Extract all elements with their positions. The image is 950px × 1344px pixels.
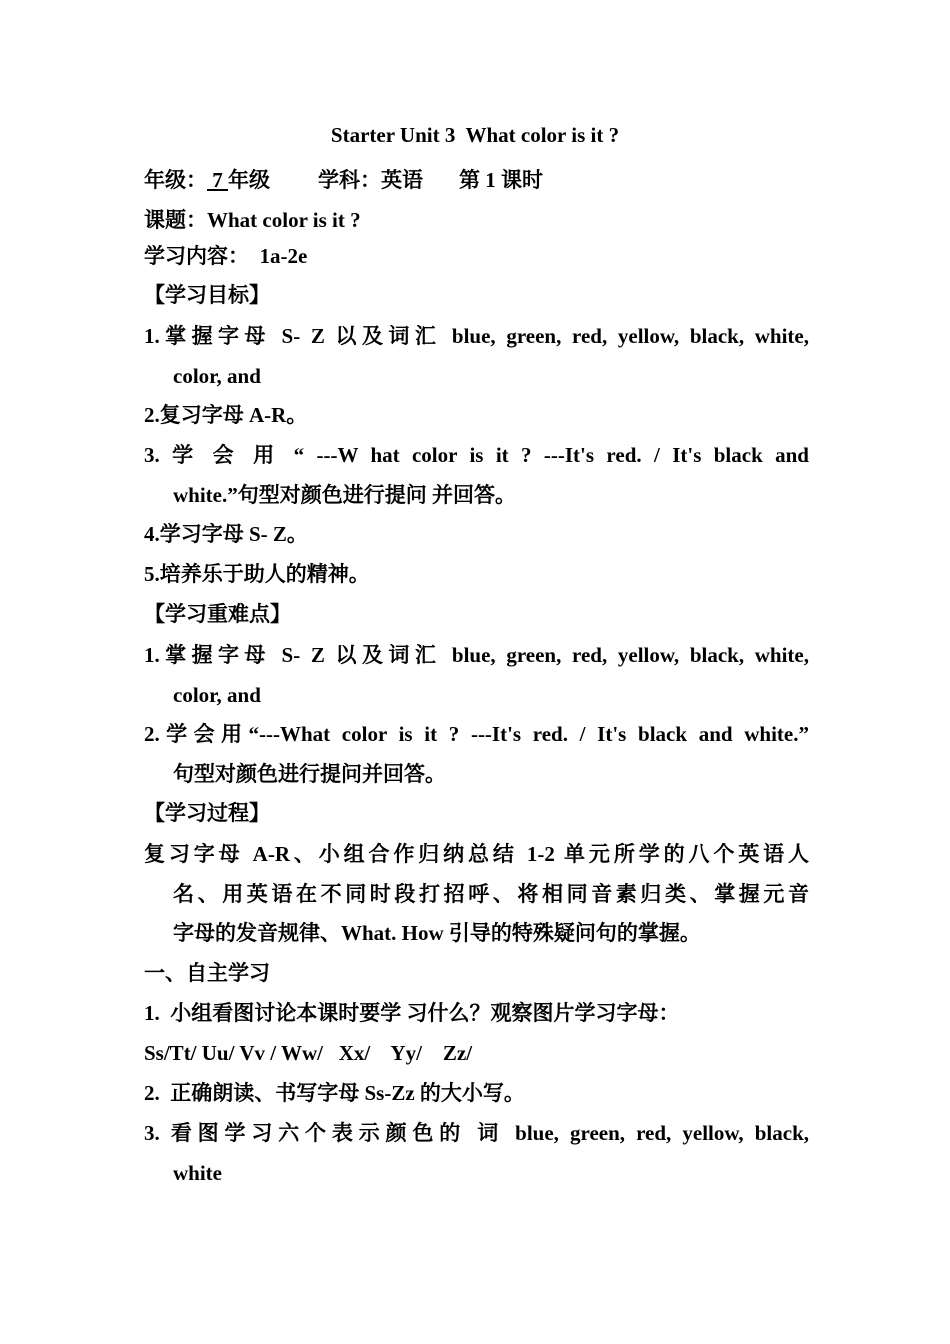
grade-value: 7 — [207, 168, 228, 192]
goal-item-continued: white.”句型对颜色进行提问 并回答。 — [173, 483, 516, 507]
goal-item-continued: color, and — [173, 364, 261, 388]
process-heading: 【学习过程】 — [144, 801, 270, 825]
self-study-heading: 一、自主学习 — [144, 961, 270, 985]
key-point-item-continued: 句型对颜色进行提问并回答。 — [173, 762, 446, 786]
goal-item: 4.学习字母 S- Z。 — [144, 522, 308, 546]
process-text: 字母的发音规律、What. How 引导的特殊疑问句的掌握。 — [173, 921, 701, 945]
subject-field: 学科：英语 — [318, 168, 423, 192]
goal-item: 5.培养乐于助人的精神。 — [144, 562, 370, 586]
grade-label: 年级： — [144, 168, 207, 192]
key-point-item: 2.学会用“---What color is it ? ---It's red. / It's black and white.” — [144, 722, 809, 746]
letters-line: Ss/Tt/ Uu/ Vv / Ww/ Xx/ Yy/ Zz/ — [144, 1041, 473, 1065]
document-title: Starter Unit 3 What color is it ? — [330, 123, 620, 147]
goal-item: 2.复习字母 A-R。 — [144, 403, 308, 427]
process-text: 名、用英语在不同时段打招呼、将相同音素归类、掌握元音 — [173, 882, 809, 906]
topic-line: 课题：What color is it ? — [144, 208, 361, 232]
goal-item: 1.掌握字母 S- Z 以及词汇 blue, green, red, yellow, black, white, — [144, 324, 809, 348]
key-points-heading: 【学习重难点】 — [144, 602, 291, 626]
content-line: 学习内容： 1a-2e — [144, 244, 308, 268]
self-study-item: 2. 正确朗读、书写字母 Ss-Zz 的大小写。 — [144, 1081, 525, 1105]
self-study-item: 1. 小组看图讨论本课时要学 习什么？观察图片学习字母： — [144, 1001, 680, 1025]
self-study-item-continued: white — [173, 1161, 222, 1185]
meta-line — [144, 166, 809, 194]
grade-suffix: 年级 — [228, 168, 270, 192]
goals-heading: 【学习目标】 — [144, 283, 270, 307]
key-point-item: 1.掌握字母 S- Z 以及词汇 blue, green, red, yellow, black, white, — [144, 643, 809, 667]
key-point-item-continued: color, and — [173, 683, 261, 707]
self-study-item: 3. 看图学习六个表示颜色的 词 blue, green, red, yellow, black, — [144, 1121, 809, 1145]
period-field: 第 1 课时 — [459, 168, 543, 192]
process-text: 复习字母 A-R、小组合作归纳总结 1-2 单元所学的八个英语人 — [144, 842, 809, 866]
goal-item: 3. 学 会 用 “ ---W hat color is it ? ---It's red. / It's black and — [144, 443, 809, 467]
